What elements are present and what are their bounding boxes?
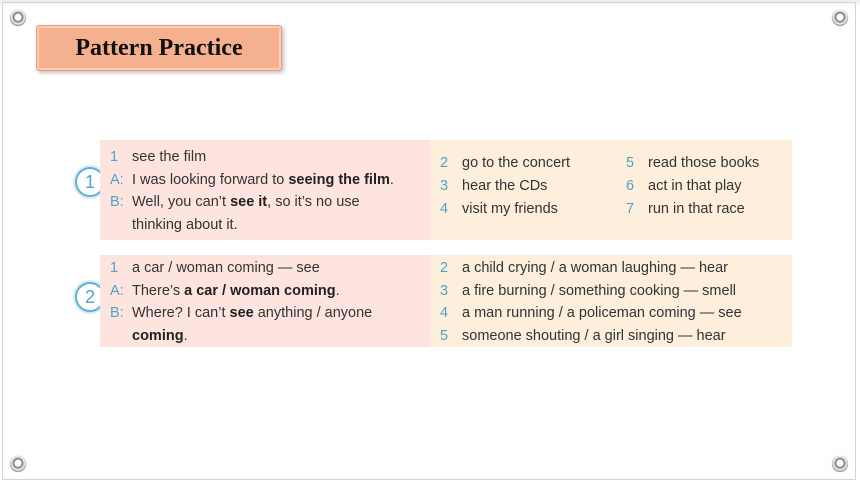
speaker-b-line2: thinking about it. — [132, 216, 238, 233]
list-item — [440, 152, 570, 175]
screw-icon-bottom-right — [832, 456, 848, 472]
page-title: Pattern Practice — [75, 34, 243, 61]
speaker-b-text: Where? I can’t — [132, 305, 230, 321]
list-item — [440, 302, 792, 325]
item-text: hear the CDs — [462, 178, 548, 194]
item-number: 2 — [440, 260, 449, 276]
item-text: a fire burning / something cooking — smell — [462, 282, 737, 299]
item-text: act in that play — [648, 178, 742, 194]
exercise-badge-1: 1 — [75, 167, 105, 197]
cue-text: see the film — [132, 149, 207, 165]
speaker-a-line — [110, 169, 420, 192]
speaker-a-end: . — [335, 282, 340, 299]
speaker-a-line — [110, 280, 420, 303]
list-item — [440, 257, 792, 280]
item-text: go to the concert — [462, 155, 571, 171]
screw-icon-top-left — [10, 10, 26, 26]
screw-icon-bottom-left — [10, 456, 26, 472]
cue-text: a car / woman coming — see — [132, 260, 320, 276]
screw-icon-top-right — [832, 10, 848, 26]
item-text: visit my friends — [462, 201, 558, 217]
cue-number: 1 — [110, 260, 119, 276]
exercise-panel-2 — [100, 255, 792, 347]
cue-line — [110, 146, 420, 169]
slide-frame — [2, 2, 856, 480]
cue-number: 1 — [110, 149, 119, 165]
speaker-a-label: A: — [110, 171, 124, 188]
list-item — [626, 198, 745, 221]
speaker-b-label: B: — [110, 305, 124, 321]
item-text: read those books — [648, 155, 760, 171]
item-number: 5 — [626, 155, 635, 171]
practice-items-1 — [430, 140, 792, 240]
speaker-a-label: A: — [110, 282, 124, 299]
item-text: someone shouting / a girl singing — hear — [462, 327, 726, 344]
speaker-b-bold: see — [229, 305, 254, 321]
list-item — [626, 152, 759, 175]
list-item — [440, 280, 792, 303]
item-number: 6 — [626, 178, 635, 194]
speaker-b-line — [110, 191, 420, 236]
exercise-panel-1 — [100, 140, 792, 240]
speaker-b-line2: coming — [132, 327, 184, 344]
example-dialogue-2 — [100, 255, 430, 347]
title-banner — [36, 25, 282, 71]
speaker-b-bold: see it — [230, 194, 268, 210]
cue-line — [110, 257, 420, 280]
speaker-b-text: Well, you can’t — [132, 194, 231, 210]
item-text: a child crying / a woman laughing — hear — [462, 260, 728, 276]
speaker-b-line2-end: . — [183, 327, 188, 344]
speaker-a-text: There’s — [132, 282, 185, 299]
speaker-a-bold: seeing the film — [288, 171, 390, 188]
item-number: 3 — [440, 178, 449, 194]
speaker-b-rest: , so it’s no use — [267, 194, 360, 210]
item-number: 5 — [440, 327, 449, 344]
speaker-a-text: I was looking forward to — [132, 171, 289, 188]
item-text: run in that race — [648, 201, 745, 217]
speaker-a-end: . — [389, 171, 394, 188]
practice-items-2 — [430, 255, 792, 347]
list-item — [440, 175, 547, 198]
list-item — [626, 175, 742, 198]
speaker-b-label: B: — [110, 194, 124, 210]
item-number: 4 — [440, 201, 449, 217]
list-item — [440, 198, 558, 221]
item-number: 4 — [440, 305, 449, 321]
speaker-b-line — [110, 302, 420, 347]
list-item — [440, 325, 792, 348]
example-dialogue-1 — [100, 140, 430, 240]
speaker-a-bold: a car / woman coming — [184, 282, 336, 299]
exercise-badge-2: 2 — [75, 282, 105, 312]
item-number: 7 — [626, 201, 635, 217]
item-number: 3 — [440, 282, 449, 299]
speaker-b-rest: anything / anyone — [253, 305, 373, 321]
item-text: a man running / a policeman coming — see — [462, 305, 742, 321]
item-number: 2 — [440, 155, 449, 171]
